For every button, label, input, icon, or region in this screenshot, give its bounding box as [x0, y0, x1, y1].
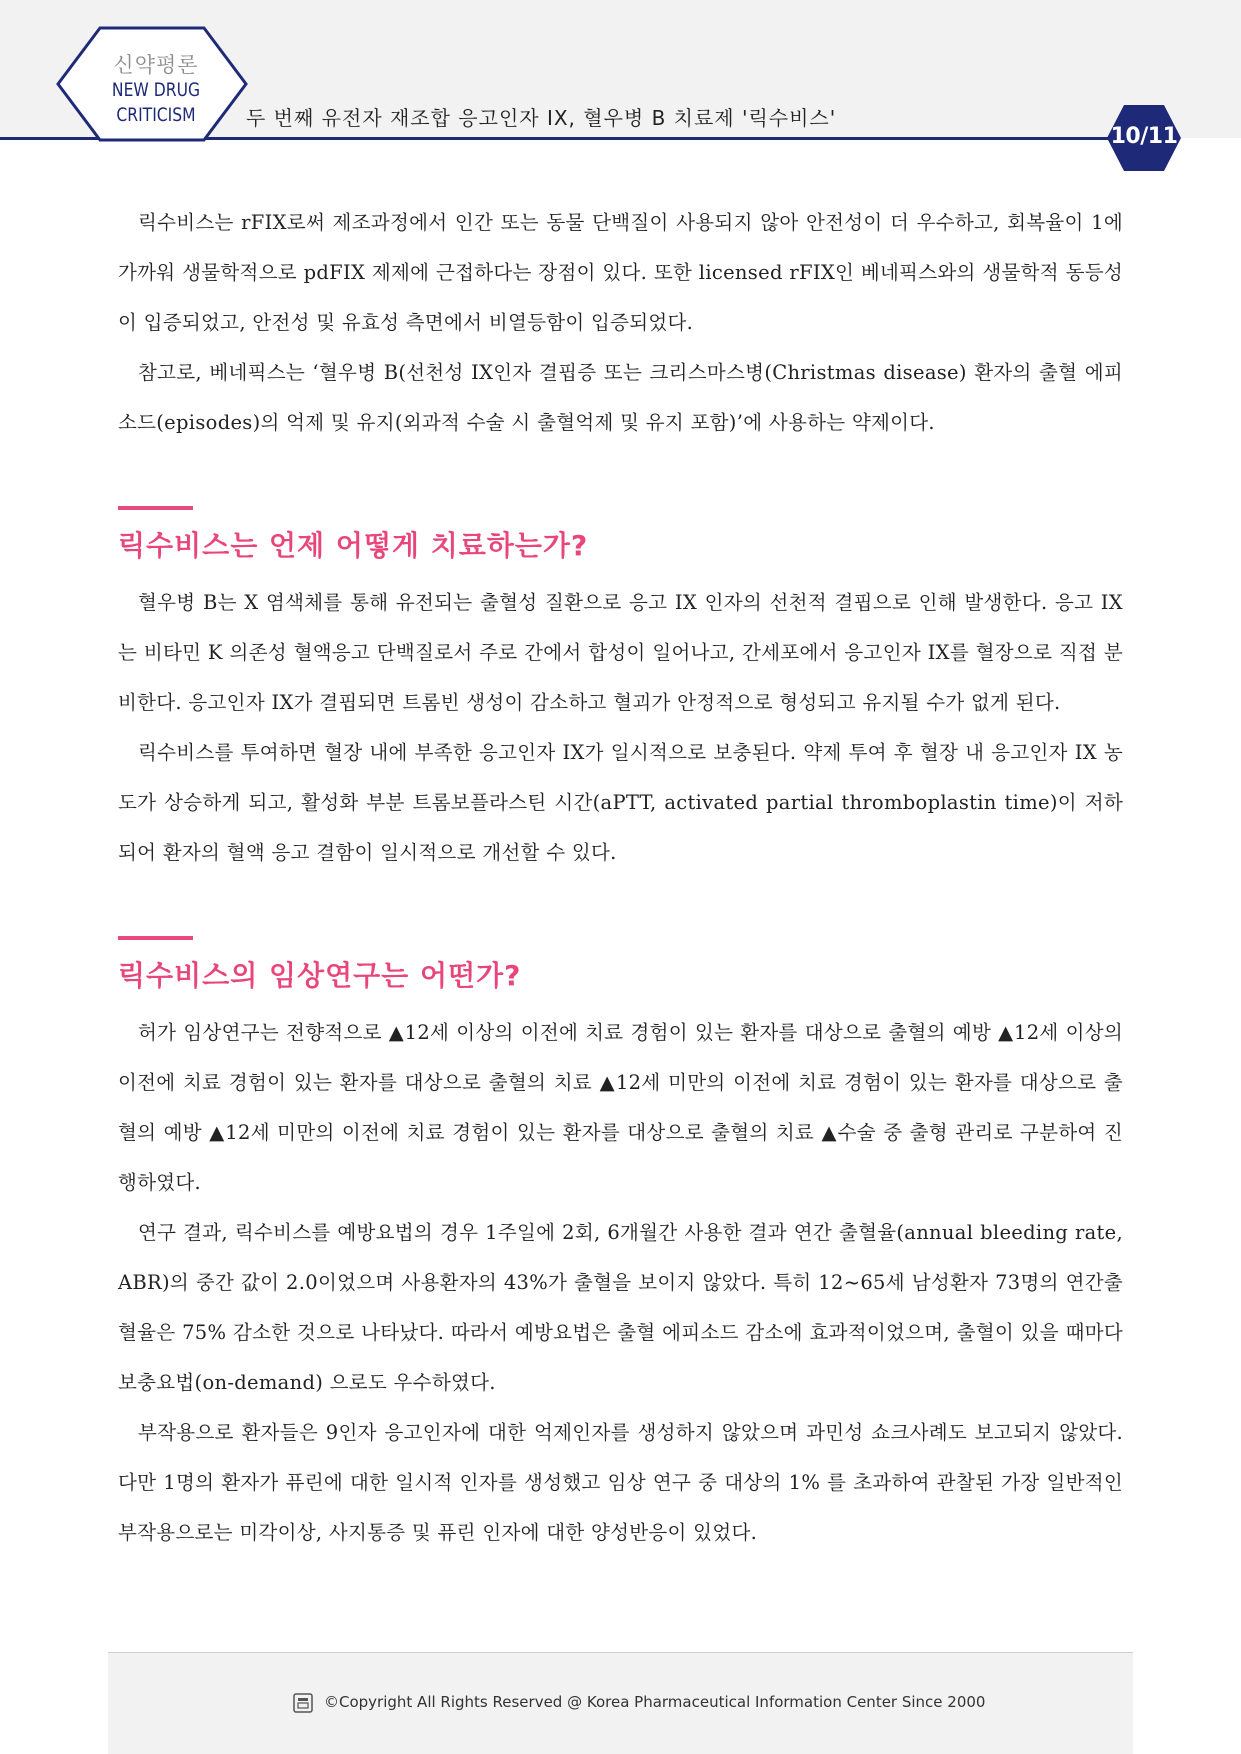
- section-paragraph: 연구 결과, 릭수비스를 예방요법의 경우 1주일에 2회, 6개월간 사용한 결과 연간 출혈율(annual bleeding rate, ABR)의 중간 값이 2.0이었으며 사용환자의 43%가 출혈을 보이지 않았다. 특히 12~65세 남성환자 73명의 연간출혈율은 75% 감소한 것으로 나타났다. 따라서 예방요법은 출혈 에피소드 감소에 효과적이었으며, 출혈이 있을 때마다 보충요법(on-demand) 으로도 우수하였다.: [118, 1221, 1123, 1394]
- section-accent-rule: [118, 506, 193, 510]
- page-number: 10/11: [1110, 124, 1178, 149]
- intro-paragraph: 릭수비스는 rFIX로써 제조과정에서 인간 또는 동물 단백질이 사용되지 않아 안전성이 더 우수하고, 회복율이 1에 가까워 생물학적으로 pdFIX 제제에 근접하다는 장점이 있다. 또한 licensed rFIX인 베네픽스와의 생물학적 동등성이 입증되었고, 안전성 및 유효성 측면에서 비열등함이 입증되었다.: [118, 211, 1123, 334]
- article-body: [118, 198, 1123, 1558]
- section-heading: 릭수비스의 임상연구는 어떤가?: [118, 959, 522, 992]
- copyright-notice: ©Copyright All Rights Reserved @ Korea Pharmaceutical Information Center Since 2000: [324, 1693, 986, 1711]
- section-paragraph: 허가 임상연구는 전향적으로 ▲12세 이상의 이전에 치료 경험이 있는 환자를 대상으로 출혈의 예방 ▲12세 이상의 이전에 치료 경험이 있는 환자를 대상으로 출혈의 치료 ▲12세 미만의 이전에 치료 경험이 있는 환자를 대상으로 출혈의 예방 ▲12세 미만의 이전에 치료 경험이 있는 환자를 대상으로 출혈의 치료 ▲수술 중 출형 관리로 구분하여 진행하였다.: [118, 1021, 1123, 1194]
- document-title: 두 번째 유전자 재조합 응고인자 IX, 혈우병 B 치료제 '릭수비스': [246, 106, 837, 130]
- logo-english-line2: CRITICISM: [116, 104, 196, 126]
- section-paragraph: 혈우병 B는 X 염색체를 통해 유전되는 출혈성 질환으로 응고 IX 인자의 선천적 결핍으로 인해 발생한다. 응고 IX는 비타민 K 의존성 혈액응고 단백질로서 주로 간에서 합성이 일어나고, 간세포에서 응고인자 IX를 혈장으로 직접 분비한다. 응고인자 IX가 결핍되면 트롬빈 생성이 감소하고 혈괴가 안정적으로 형성되고 유지될 수가 없게 된다.: [118, 591, 1123, 714]
- section-paragraph: 부작용으로 환자들은 9인자 응고인자에 대한 억제인자를 생성하지 않았으며 과민성 쇼크사례도 보고되지 않았다. 다만 1명의 환자가 퓨린에 대한 일시적 인자를 생성했고 임상 연구 중 대상의 1% 를 초과하여 관찰된 가장 일반적인 부작용으로는 미각이상, 사지통증 및 퓨린 인자에 대한 양성반응이 있었다.: [118, 1421, 1123, 1544]
- emblem-icon: [292, 1692, 314, 1714]
- intro-paragraph: 참고로, 베네픽스는 ‘혈우병 B(선천성 IX인자 결핍증 또는 크리스마스병(Christmas disease) 환자의 출혈 에피소드(episodes)의 억제 및 유지(외과적 수술 시 출혈억제 및 유지 포함)’에 사용하는 약제이다.: [118, 361, 1123, 434]
- logo-korean: 신약평론: [113, 53, 199, 77]
- section-paragraph: 릭수비스를 투여하면 혈장 내에 부족한 응고인자 IX가 일시적으로 보충된다. 약제 투여 후 혈장 내 응고인자 IX 농도가 상승하게 되고, 활성화 부분 트롬보플라스틴 시간(aPTT, activated partial thromboplastin time)이 저하되어 환자의 혈액 응고 결함이 일시적으로 개선할 수 있다.: [118, 741, 1123, 864]
- logo-english-line1: NEW DRUG: [111, 79, 201, 101]
- section-accent-rule: [118, 936, 193, 940]
- journal-logo: [86, 52, 226, 128]
- section-heading: 릭수비스는 언제 어떻게 치료하는가?: [118, 529, 589, 562]
